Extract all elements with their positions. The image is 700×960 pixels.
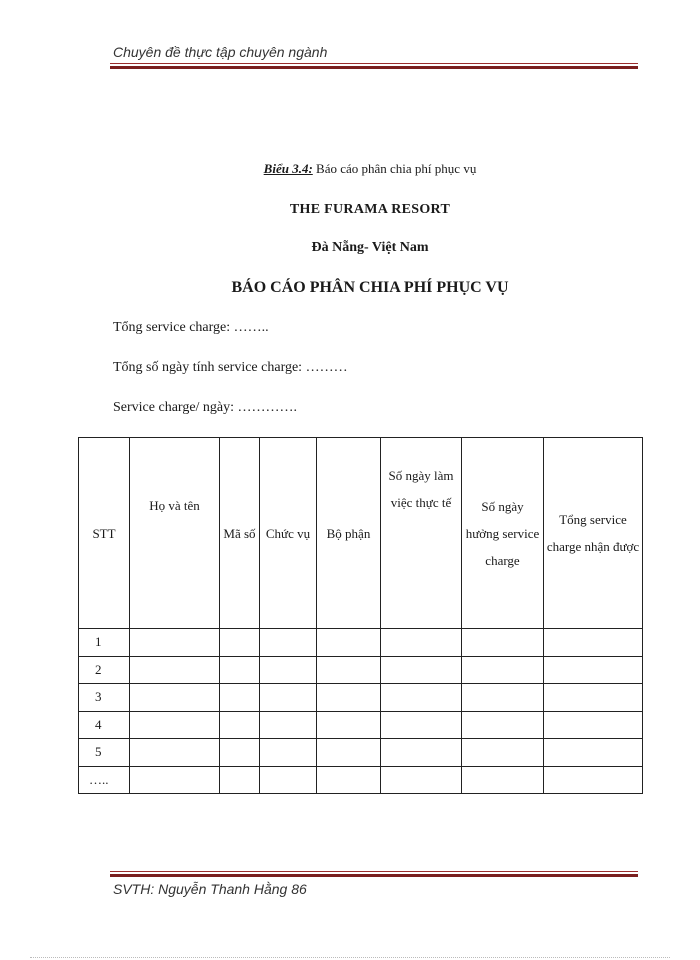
report-title: BÁO CÁO PHÂN CHIA PHÍ PHỤC VỤ xyxy=(231,279,509,296)
header-total-service-charge: Tổng service charge nhận được xyxy=(544,438,643,629)
empty-cell xyxy=(544,739,643,767)
empty-cell xyxy=(220,629,260,657)
row-number: ….. xyxy=(79,766,130,794)
empty-cell xyxy=(544,766,643,794)
footer-rule xyxy=(110,871,638,877)
running-footer: SVTH: Nguyễn Thanh Hằng 86 xyxy=(113,881,307,897)
empty-cell xyxy=(462,739,544,767)
header-employee-id: Mã số xyxy=(220,438,260,629)
empty-cell xyxy=(130,629,220,657)
empty-cell xyxy=(381,629,462,657)
service-charge-table xyxy=(78,437,643,794)
figure-caption xyxy=(0,161,700,177)
empty-cell xyxy=(260,629,317,657)
header-rule xyxy=(110,63,638,69)
table-row xyxy=(79,656,643,684)
empty-cell xyxy=(260,739,317,767)
service-charge-per-day-field: Service charge/ ngày: …………. xyxy=(113,400,298,415)
company-location: Đà Nẵng- Việt Nam xyxy=(311,240,429,255)
empty-cell xyxy=(220,711,260,739)
empty-cell xyxy=(381,766,462,794)
empty-cell xyxy=(381,656,462,684)
table-row xyxy=(79,739,643,767)
total-service-charge-field: Tổng service charge: …….. xyxy=(113,320,269,335)
header-department: Bộ phận xyxy=(317,438,381,629)
row-number: 5 xyxy=(79,739,130,767)
header-position: Chức vụ xyxy=(260,438,317,629)
table-row xyxy=(79,711,643,739)
empty-cell xyxy=(462,684,544,712)
empty-cell xyxy=(130,656,220,684)
caption-text: Báo cáo phân chia phí phục vụ xyxy=(312,161,477,176)
empty-cell xyxy=(317,656,381,684)
empty-cell xyxy=(462,629,544,657)
header-stt: STT xyxy=(79,438,130,629)
empty-cell xyxy=(317,739,381,767)
empty-cell xyxy=(381,739,462,767)
empty-cell xyxy=(130,711,220,739)
empty-cell xyxy=(544,656,643,684)
empty-cell xyxy=(381,684,462,712)
empty-cell xyxy=(462,711,544,739)
running-header: Chuyên đề thực tập chuyên ngành xyxy=(113,44,328,60)
row-number: 2 xyxy=(79,656,130,684)
empty-cell xyxy=(260,656,317,684)
empty-cell xyxy=(381,711,462,739)
empty-cell xyxy=(220,766,260,794)
empty-cell xyxy=(317,629,381,657)
empty-cell xyxy=(130,684,220,712)
company-name: THE FURAMA RESORT xyxy=(289,202,451,217)
header-service-charge-days: Số ngày hưởng service charge xyxy=(462,438,544,629)
empty-cell xyxy=(317,766,381,794)
empty-cell xyxy=(317,684,381,712)
empty-cell xyxy=(220,684,260,712)
total-days-field: Tổng số ngày tính service charge: ……… xyxy=(113,360,348,375)
empty-cell xyxy=(317,711,381,739)
empty-cell xyxy=(544,629,643,657)
row-number: 3 xyxy=(79,684,130,712)
caption-label: Biểu 3.4: xyxy=(263,161,313,176)
table-header-row xyxy=(79,438,643,629)
header-actual-workdays: Số ngày làm việc thực tế xyxy=(381,438,462,629)
empty-cell xyxy=(220,739,260,767)
empty-cell xyxy=(260,766,317,794)
empty-cell xyxy=(544,711,643,739)
empty-cell xyxy=(260,684,317,712)
table-row xyxy=(79,684,643,712)
row-number: 1 xyxy=(79,629,130,657)
empty-cell xyxy=(462,656,544,684)
empty-cell xyxy=(220,656,260,684)
empty-cell xyxy=(130,766,220,794)
table-row xyxy=(79,629,643,657)
table-row xyxy=(79,766,643,794)
empty-cell xyxy=(462,766,544,794)
page-edge xyxy=(30,957,670,958)
row-number: 4 xyxy=(79,711,130,739)
empty-cell xyxy=(260,711,317,739)
header-full-name: Họ và tên xyxy=(130,438,220,629)
empty-cell xyxy=(130,739,220,767)
empty-cell xyxy=(544,684,643,712)
